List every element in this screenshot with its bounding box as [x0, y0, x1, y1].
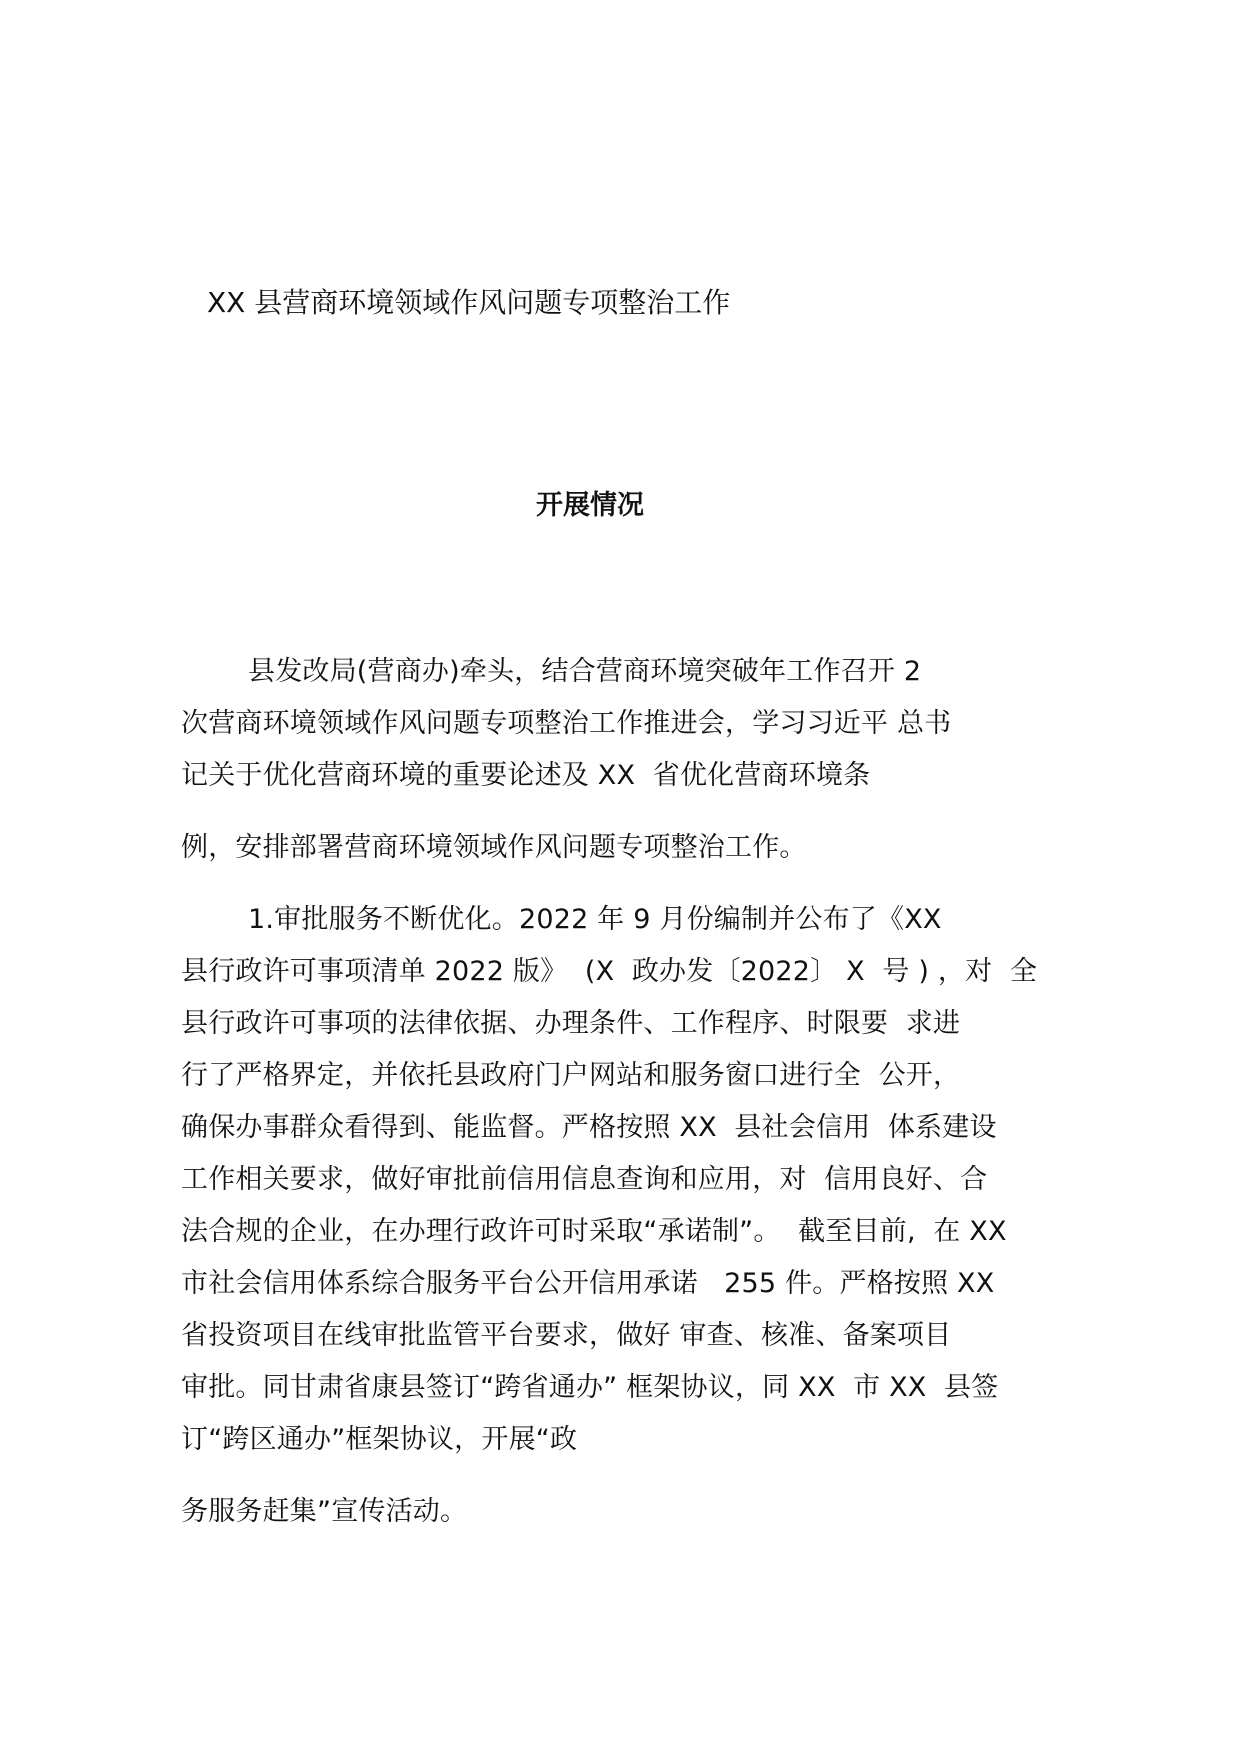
paragraph-line: 订“跨区通办”框架协议，开展“政 — [181, 1424, 578, 1455]
document-subtitle: 开展情况 — [536, 490, 644, 521]
paragraph-line: 务服务赶集”宣传活动。 — [181, 1496, 468, 1527]
paragraph-line: 法合规的企业，在办理行政许可时采取“承诺制”。 截至目前, 在 XX — [181, 1216, 1007, 1247]
paragraph-line: 确保办事群众看得到、能监督。严格按照 XX 县社会信用 体系建设 — [181, 1112, 997, 1143]
paragraph-line: 省投资项目在线审批监管平台要求，做好 审查、核准、备案项目 — [181, 1320, 952, 1351]
paragraph-line: 记关于优化营商环境的重要论述及 XX 省优化营商环境条 — [181, 760, 871, 791]
paragraph-line: 次营商环境领域作风问题专项整治工作推进会，学习习近平 总书 — [181, 708, 952, 739]
paragraph-line: 县行政许可事项的法律依据、办理条件、工作程序、时限要 求进 — [181, 1008, 961, 1039]
paragraph-line: 县发改局(营商办)牵头，结合营商环境突破年工作召开 2 — [248, 656, 922, 687]
paragraph-line: 工作相关要求，做好审批前信用信息查询和应用，对 信用良好、合 — [181, 1164, 988, 1195]
paragraph-line: 例，安排部署营商环境领域作风问题专项整治工作。 — [181, 832, 807, 863]
paragraph-line: 市社会信用体系综合服务平台公开信用承诺 255 件。严格按照 XX — [181, 1268, 995, 1299]
paragraph-line: 审批。同甘肃省康县签订“跨省通办” 框架协议，同 XX 市 XX 县签 — [181, 1372, 999, 1403]
paragraph-line: 1.审批服务不断优化。2022 年 9 月份编制并公布了《XX — [248, 904, 942, 935]
paragraph-line: 行了严格界定，并依托县政府门户网站和服务窗口进行全 公开， — [181, 1060, 961, 1091]
paragraph-line: 县行政许可事项清单 2022 版》 (X 政办发〔2022〕 X 号 ) ，对 全 — [181, 956, 1038, 987]
document-title: XX 县营商环境领域作风问题专项整治工作 — [207, 286, 731, 319]
